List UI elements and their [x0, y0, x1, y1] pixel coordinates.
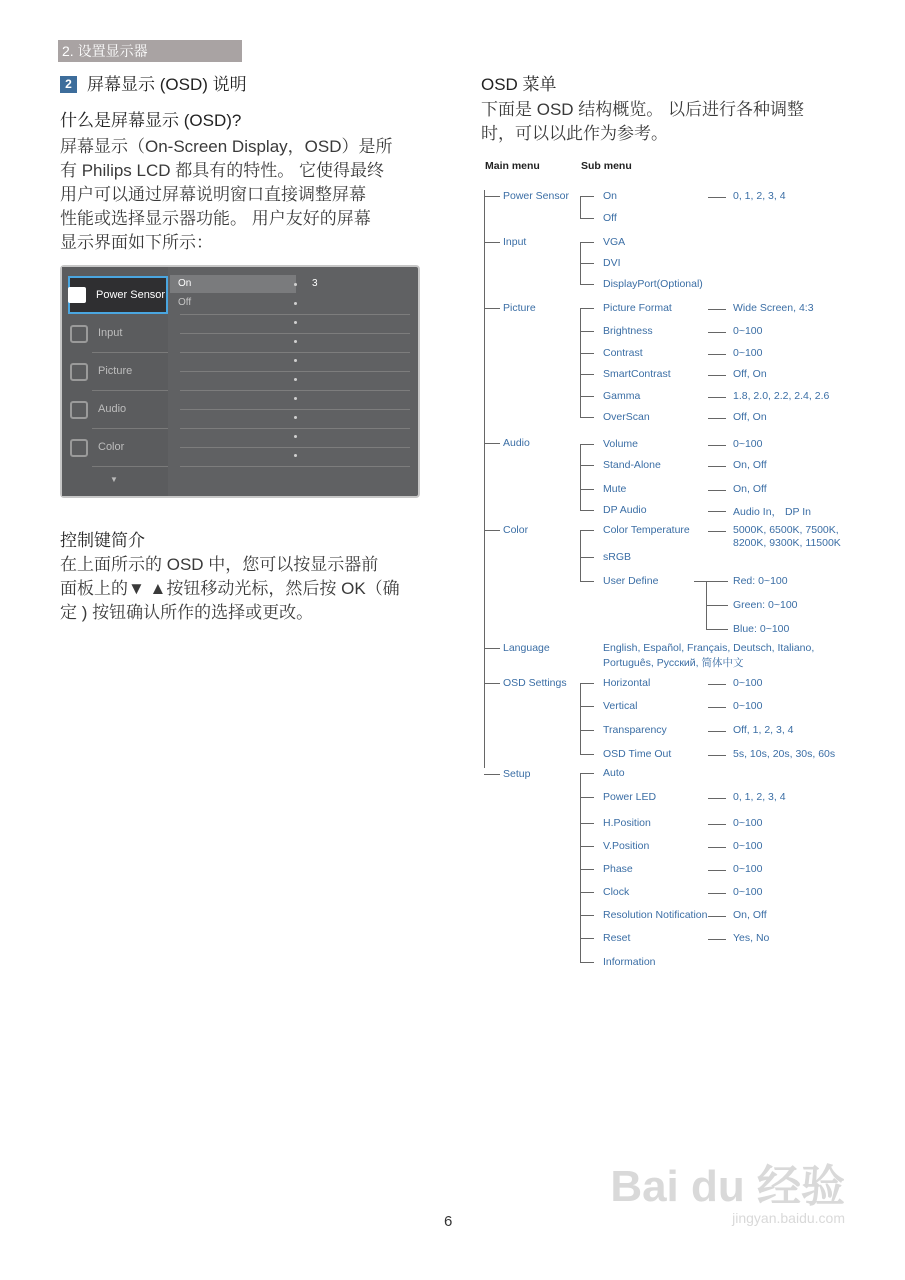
tree-connector: [580, 242, 594, 243]
main-menu-item-audio: Audio: [503, 437, 530, 449]
main-menu-item-picture: Picture: [503, 302, 536, 314]
tree-connector: [580, 730, 594, 731]
tree-connector: [580, 417, 594, 418]
tree-connector: [580, 489, 594, 490]
sub-menu-item: Brightness: [603, 325, 653, 337]
tree-connector: [580, 683, 594, 684]
sub-menu-item: OSD Time Out: [603, 748, 672, 760]
tree-connector: [708, 375, 726, 376]
sub-menu-item: V.Position: [603, 840, 650, 852]
main-menu-item-power-sensor: Power Sensor: [503, 190, 569, 202]
tree-connector: [580, 353, 594, 354]
tree-connector: [580, 284, 594, 285]
tree-connector: [580, 263, 594, 264]
osd-heading-text: 屏幕显示 (OSD) 说明: [87, 75, 247, 94]
tree-connector: [694, 581, 706, 582]
sub-menu-value: 0~100: [733, 438, 763, 450]
tree-connector: [708, 466, 726, 467]
language-list: Português, Русский, 简体中文: [603, 657, 744, 669]
tree-connector: [708, 511, 726, 512]
tree-connector: [708, 824, 726, 825]
tree-connector: [484, 308, 500, 309]
main-menu-item-color: Color: [503, 524, 529, 536]
sub-menu-item: sRGB: [603, 551, 632, 563]
sub-menu-item: OverScan: [603, 411, 650, 423]
osd-option-on: On: [178, 278, 192, 289]
sub-menu-value: 0~100: [733, 700, 763, 712]
sub-menu-item: Mute: [603, 483, 627, 495]
tree-connector: [708, 332, 726, 333]
sub-menu-value: 0~100: [733, 347, 763, 359]
tree-connector: [580, 773, 581, 962]
sub-menu-item: DP Audio: [603, 504, 647, 516]
sub-menu-value: 0~100: [733, 886, 763, 898]
sub-menu-item: Vertical: [603, 700, 638, 712]
sub-menu-value: Audio In， DP In: [733, 506, 812, 518]
scroll-down-icon: ▼: [110, 475, 118, 484]
tree-connector: [580, 797, 594, 798]
tree-connector: [580, 915, 594, 916]
tree-connector: [708, 197, 726, 198]
tree-connector: [708, 893, 726, 894]
controls-heading: 控制键简介: [60, 531, 145, 550]
tree-connector: [580, 683, 581, 754]
language-list: English, Español, Français, Deutsch, Italiano,: [603, 642, 815, 654]
tree-connector: [484, 774, 500, 775]
tree-connector: [708, 309, 726, 310]
sub-menu-value: Off, On: [733, 411, 767, 423]
user-define-value: Green: 0~100: [733, 599, 798, 611]
osd-value: 3: [312, 278, 318, 289]
sub-menu-header: Sub menu: [581, 160, 632, 172]
page-number: 6: [444, 1213, 453, 1230]
section-title: 2. 设置显示器: [58, 40, 242, 62]
sub-menu-item: User Define: [603, 575, 659, 587]
tree-connector: [580, 308, 581, 417]
sub-menu-value: Off, 1, 2, 3, 4: [733, 724, 794, 736]
sub-menu-item: Reset: [603, 932, 631, 944]
main-menu-item-input: Input: [503, 236, 527, 248]
tree-connector: [580, 196, 581, 218]
sub-menu-item: Picture Format: [603, 302, 672, 314]
tree-connector: [580, 869, 594, 870]
tree-connector: [708, 418, 726, 419]
tree-connector: [580, 396, 594, 397]
tree-connector: [708, 354, 726, 355]
sub-menu-item: Information: [603, 956, 656, 968]
tree-connector: [580, 308, 594, 309]
sub-menu-item: H.Position: [603, 817, 651, 829]
tree-connector: [708, 755, 726, 756]
tree-connector: [708, 847, 726, 848]
sub-menu-value: 0~100: [733, 863, 763, 875]
sub-menu-item: DVI: [603, 257, 621, 269]
sub-menu-value: 0, 1, 2, 3, 4: [733, 791, 786, 803]
sub-menu-value: 0~100: [733, 677, 763, 689]
sub-menu-item: VGA: [603, 236, 626, 248]
section-badge: 2: [60, 76, 77, 93]
main-menu-item-setup: Setup: [503, 768, 531, 780]
tree-connector: [580, 581, 594, 582]
tree-connector: [708, 798, 726, 799]
tree-connector: [580, 823, 594, 824]
sub-menu-item: On: [603, 190, 618, 202]
tree-connector: [580, 530, 581, 581]
tree-connector: [580, 706, 594, 707]
tree-connector: [580, 374, 594, 375]
tree-connector: [706, 581, 728, 582]
tree-connector: [708, 445, 726, 446]
sub-menu-value: 0~100: [733, 840, 763, 852]
sub-menu-value: On, Off: [733, 909, 767, 921]
tree-connector: [580, 510, 594, 511]
tree-connector: [484, 683, 500, 684]
tree-connector: [708, 684, 726, 685]
sub-menu-item: Color Temperature: [603, 524, 690, 536]
main-menu-item-osd-settings: OSD Settings: [503, 677, 567, 689]
sub-menu-item: Horizontal: [603, 677, 651, 689]
osd-menu-item-input: Input: [68, 315, 168, 353]
osd-menu-heading: OSD 菜单: [481, 75, 557, 94]
watermark-url: jingyan.baidu.com: [732, 1210, 845, 1226]
tree-connector: [708, 490, 726, 491]
osd-menu-item-audio: Audio: [68, 391, 168, 429]
sub-menu-value: 1.8, 2.0, 2.2, 2.4, 2.6: [733, 390, 830, 402]
osd-menu-item-picture: Picture: [68, 353, 168, 391]
sub-menu-item: DisplayPort(Optional): [603, 278, 703, 290]
osd-menu-description: 下面是 OSD 结构概览。 以后进行各种调整 时，可以以此作为参考。: [481, 100, 805, 143]
tree-connector: [580, 892, 594, 893]
tree-connector: [708, 731, 726, 732]
sub-menu-value: Off, On: [733, 368, 767, 380]
sub-menu-item: Off: [603, 212, 617, 224]
watermark-logo: Bai du 经验: [610, 1162, 845, 1211]
tree-connector: [706, 629, 728, 630]
tree-connector: [580, 938, 594, 939]
sub-menu-value: On, Off: [733, 459, 767, 471]
tree-connector: [708, 916, 726, 917]
osd-menu-item-power-sensor: Power Sensor: [68, 276, 168, 314]
sub-menu-value: Wide Screen, 4:3: [733, 302, 814, 314]
osd-option-off: Off: [178, 297, 192, 308]
tree-connector: [580, 465, 594, 466]
sub-menu-value: 8200K, 9300K, 11500K: [733, 537, 841, 549]
user-define-value: Blue: 0~100: [733, 623, 790, 635]
tree-connector: [580, 962, 594, 963]
tree-connector: [706, 605, 728, 606]
tree-connector: [708, 397, 726, 398]
tree-connector: [484, 648, 500, 649]
sub-menu-value: 0, 1, 2, 3, 4: [733, 190, 786, 202]
tree-connector: [580, 218, 594, 219]
tree-connector: [580, 331, 594, 332]
controls-description: 在上面所示的 OSD 中，您可以按显示器前 面板上的▼ ▲按钮移动光标，然后按 OK（确 定 ) 按钮确认所作的选择或更改。: [60, 555, 400, 622]
sub-menu-item: Gamma: [603, 390, 641, 402]
tree-connector: [580, 754, 594, 755]
tree-connector: [580, 444, 594, 445]
user-define-value: Red: 0~100: [733, 575, 788, 587]
sub-menu-value: 0~100: [733, 817, 763, 829]
sub-menu-value: On, Off: [733, 483, 767, 495]
osd-description: 屏幕显示（On-Screen Display，OSD）是所 有 Philips LCD 都具有的特性。 它使得最终 用户可以通过屏幕说明窗口直接调整屏幕 性能或选择显示器功能。 用户友好的屏幕 显示界面如下所示：: [60, 137, 393, 252]
tree-connector: [580, 557, 594, 558]
sub-menu-item: Stand-Alone: [603, 459, 661, 471]
what-is-osd-heading: 什么是屏幕显示 (OSD)?: [60, 111, 242, 130]
tree-connector: [580, 530, 594, 531]
sub-menu-item: Clock: [603, 886, 630, 898]
sub-menu-item: SmartContrast: [603, 368, 671, 380]
tree-connector: [484, 196, 500, 197]
sub-menu-item: Volume: [603, 438, 639, 450]
tree-connector: [484, 530, 500, 531]
tree-connector: [708, 939, 726, 940]
sub-menu-value: 0~100: [733, 325, 763, 337]
sub-menu-value: 5000K, 6500K, 7500K,: [733, 524, 839, 536]
sub-menu-value: 5s, 10s, 20s, 30s, 60s: [733, 748, 836, 760]
sub-menu-item: Power LED: [603, 791, 657, 803]
tree-connector: [580, 196, 594, 197]
main-menu-item-language: Language: [503, 642, 550, 654]
tree-connector: [708, 531, 726, 532]
osd-menu-item-color: Color: [68, 429, 168, 467]
sub-menu-item: Contrast: [603, 347, 643, 359]
tree-connector: [708, 707, 726, 708]
tree-connector: [708, 870, 726, 871]
tree-connector: [580, 444, 581, 510]
main-menu-header: Main menu: [485, 160, 540, 172]
sub-menu-item: Phase: [603, 863, 633, 875]
sub-menu-item: Transparency: [603, 724, 667, 736]
tree-connector: [484, 242, 500, 243]
tree-connector: [484, 443, 500, 444]
sub-menu-value: Yes, No: [733, 932, 770, 944]
sub-menu-item: Auto: [603, 767, 625, 779]
tree-connector: [580, 773, 594, 774]
tree-connector: [580, 846, 594, 847]
sub-menu-item: Resolution Notification: [603, 909, 708, 921]
